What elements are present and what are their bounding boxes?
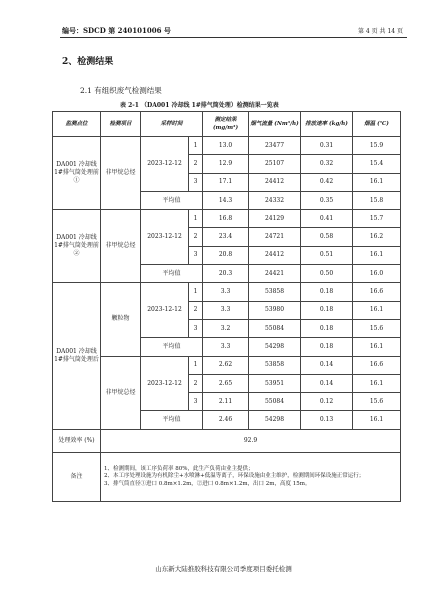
sample-no: 1 xyxy=(189,137,203,155)
table-row xyxy=(53,283,401,301)
conc-cell: 2.11 xyxy=(203,393,249,411)
conc-cell: 23.4 xyxy=(203,228,249,246)
temp-cell: 16.1 xyxy=(353,301,401,319)
remark-line: 1、检测期间，该工序负荷率 80%，此生产负荷由业主提供； xyxy=(104,465,254,472)
efficiency-label: 处理效率 (%) xyxy=(53,429,101,452)
conc-cell: 16.8 xyxy=(203,210,249,228)
rate-cell: 0.18 xyxy=(301,338,353,356)
rate-cell: 0.18 xyxy=(301,283,353,301)
col-header-site: 监测点位 xyxy=(53,112,101,137)
sample-no: 2 xyxy=(189,228,203,246)
temp-cell: 16.2 xyxy=(353,228,401,246)
report-number: 编号：SDCD 第 240101006 号 xyxy=(62,26,171,35)
table-row xyxy=(53,137,401,155)
sample-no: 3 xyxy=(189,319,203,337)
sample-no: 2 xyxy=(189,374,203,392)
site-cell: DA001 冷却线 1#排气筒处理前② xyxy=(53,210,101,283)
flow-cell: 55084 xyxy=(249,393,301,411)
rate-cell: 0.14 xyxy=(301,374,353,392)
temp-cell: 16.1 xyxy=(353,173,401,191)
flow-cell: 55084 xyxy=(249,319,301,337)
conc-cell: 12.9 xyxy=(203,155,249,173)
sample-no: 2 xyxy=(189,155,203,173)
item-cell: 颗粒物 xyxy=(101,283,141,356)
sample-no: 3 xyxy=(189,393,203,411)
temp-cell: 15.6 xyxy=(353,319,401,337)
conc-cell: 2.46 xyxy=(203,411,249,429)
col-header-conc: 测定结果 (mg/m³) xyxy=(203,112,249,137)
temp-cell: 15.6 xyxy=(353,393,401,411)
flow-cell: 53858 xyxy=(249,283,301,301)
conc-cell: 20.8 xyxy=(203,246,249,264)
conc-cell: 2.62 xyxy=(203,356,249,374)
conc-cell: 20.3 xyxy=(203,265,249,283)
col-header-time: 采样时间 xyxy=(141,112,203,137)
site-cell: DA001 冷却线 1#排气筒处理前① xyxy=(53,137,101,210)
rate-cell: 0.18 xyxy=(301,301,353,319)
flow-cell: 23477 xyxy=(249,137,301,155)
header-divider xyxy=(60,37,407,38)
temp-cell: 16.0 xyxy=(353,265,401,283)
date-cell: 2023-12-12 xyxy=(141,356,189,411)
temp-cell: 15.7 xyxy=(353,210,401,228)
rate-cell: 0.31 xyxy=(301,137,353,155)
temp-cell: 16.1 xyxy=(353,246,401,264)
average-label: 平均值 xyxy=(141,265,203,283)
flow-cell: 54298 xyxy=(249,338,301,356)
section-title: 2、检测结果 xyxy=(62,57,114,67)
subsection-title: 2.1 有组织废气检测结果 xyxy=(80,86,162,95)
rate-cell: 0.58 xyxy=(301,228,353,246)
col-header-rate: 排放速率 (kg/h) xyxy=(301,112,353,137)
flow-cell: 24332 xyxy=(249,191,301,209)
rate-cell: 0.18 xyxy=(301,319,353,337)
rate-cell: 0.42 xyxy=(301,173,353,191)
flow-cell: 53951 xyxy=(249,374,301,392)
item-cell: 非甲烷总烃 xyxy=(101,210,141,283)
table-row xyxy=(53,356,401,374)
flow-cell: 24421 xyxy=(249,265,301,283)
temp-cell: 15.8 xyxy=(353,191,401,209)
rate-cell: 0.13 xyxy=(301,411,353,429)
flow-cell: 24721 xyxy=(249,228,301,246)
average-label: 平均值 xyxy=(141,191,203,209)
item-cell: 非甲烷总烃 xyxy=(101,356,141,429)
conc-cell: 3.3 xyxy=(203,338,249,356)
conc-cell: 14.3 xyxy=(203,191,249,209)
rate-cell: 0.32 xyxy=(301,155,353,173)
site-cell: DA001 冷却线 1#排气筒处理后 xyxy=(53,283,101,429)
table-row xyxy=(53,210,401,228)
sample-no: 3 xyxy=(189,246,203,264)
sample-no: 1 xyxy=(189,210,203,228)
flow-cell: 54298 xyxy=(249,411,301,429)
rate-cell: 0.41 xyxy=(301,210,353,228)
conc-cell: 13.0 xyxy=(203,137,249,155)
flow-cell: 24412 xyxy=(249,173,301,191)
results-table xyxy=(52,111,401,502)
table-caption: 表 2-1 （DA001 冷却线 1#排气筒处理）检测结果一览表 xyxy=(120,102,279,109)
remarks-cell xyxy=(101,452,401,501)
sample-no: 2 xyxy=(189,301,203,319)
conc-cell: 3.3 xyxy=(203,301,249,319)
date-cell: 2023-12-12 xyxy=(141,283,189,338)
col-header-item: 检测项目 xyxy=(101,112,141,137)
item-cell: 非甲烷总烃 xyxy=(101,137,141,210)
remarks-row xyxy=(53,452,401,501)
flow-cell: 24129 xyxy=(249,210,301,228)
conc-cell: 2.65 xyxy=(203,374,249,392)
efficiency-row xyxy=(53,429,401,452)
temp-cell: 15.4 xyxy=(353,155,401,173)
page-info: 第 4 页 共 14 页 xyxy=(358,28,403,35)
temp-cell: 15.9 xyxy=(353,137,401,155)
temp-cell: 16.1 xyxy=(353,374,401,392)
remarks-label: 备注 xyxy=(53,452,101,501)
temp-cell: 16.6 xyxy=(353,356,401,374)
average-label: 平均值 xyxy=(141,411,203,429)
flow-cell: 53980 xyxy=(249,301,301,319)
page-footer: 山东新大陆推胶科技有限公司季度项目委托检测 xyxy=(155,565,292,573)
efficiency-value: 92.9 xyxy=(101,429,401,452)
conc-cell: 17.1 xyxy=(203,173,249,191)
flow-cell: 53858 xyxy=(249,356,301,374)
flow-cell: 24412 xyxy=(249,246,301,264)
sample-no: 1 xyxy=(189,283,203,301)
table-header-row xyxy=(53,112,401,137)
conc-cell: 3.2 xyxy=(203,319,249,337)
average-label: 平均值 xyxy=(141,338,203,356)
date-cell: 2023-12-12 xyxy=(141,210,189,265)
sample-no: 1 xyxy=(189,356,203,374)
rate-cell: 0.14 xyxy=(301,356,353,374)
remark-line: 3、排气筒直径①进口 0.8m×1.2m，②进口 0.8m×1.2m，出口 2m，高度 15m。 xyxy=(104,480,311,487)
flow-cell: 25107 xyxy=(249,155,301,173)
rate-cell: 0.51 xyxy=(301,246,353,264)
sample-no: 3 xyxy=(189,173,203,191)
rate-cell: 0.50 xyxy=(301,265,353,283)
col-header-flow: 烟气流量 (Nm³/h) xyxy=(249,112,301,137)
rate-cell: 0.12 xyxy=(301,393,353,411)
temp-cell: 16.1 xyxy=(353,411,401,429)
date-cell: 2023-12-12 xyxy=(141,137,189,192)
rate-cell: 0.35 xyxy=(301,191,353,209)
col-header-temp: 烟温 (℃) xyxy=(353,112,401,137)
remark-line: 2、本工序处理设施为有机除尘+水喷淋+低温等离子，环保设施由业主维护，检测期间环保设施正常运行； xyxy=(104,473,365,479)
temp-cell: 16.1 xyxy=(353,338,401,356)
conc-cell: 3.3 xyxy=(203,283,249,301)
temp-cell: 16.6 xyxy=(353,283,401,301)
